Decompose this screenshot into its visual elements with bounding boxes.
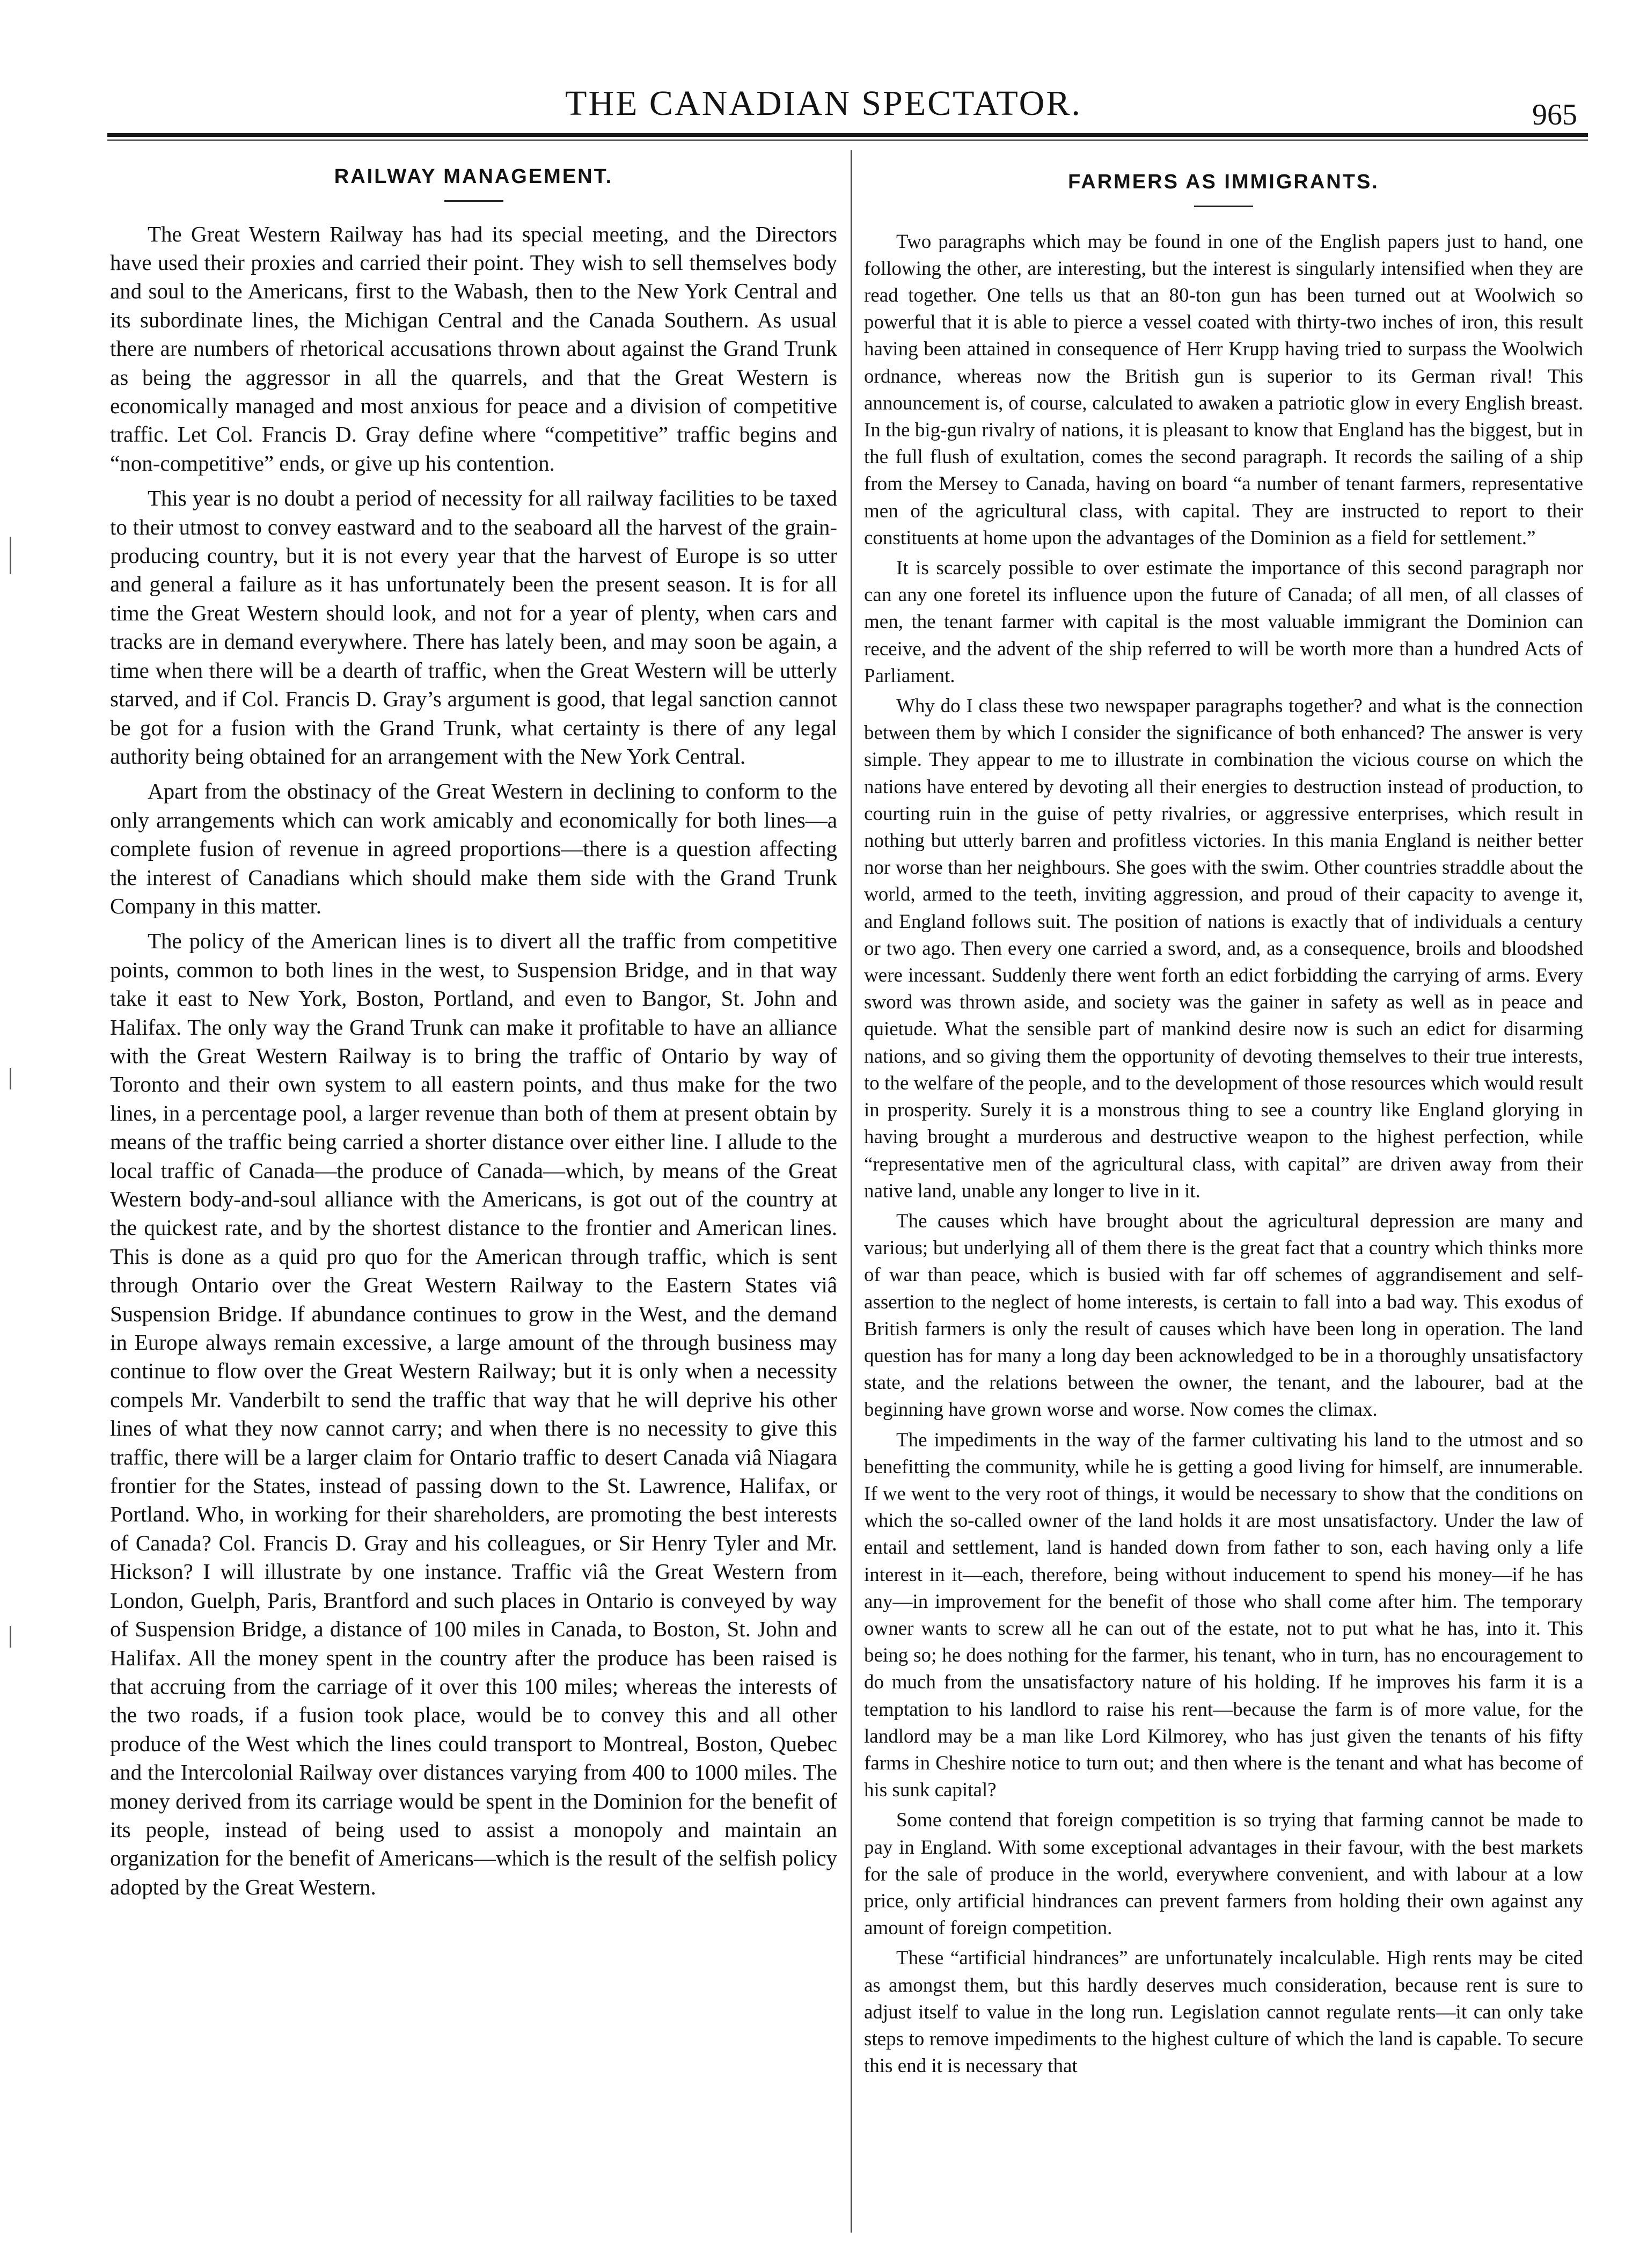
title-dash bbox=[444, 200, 503, 202]
right-column bbox=[864, 153, 1583, 2230]
article-title-railway-management: RAILWAY MANAGEMENT. bbox=[334, 165, 613, 188]
margin-mark bbox=[10, 537, 11, 574]
paragraph: This year is no doubt a period of necessity for all railway facilities to be taxed to their utmost to convey eastward and to the seaboard all the harvest of the grain-producing country, but it is not every year that the harvest of Europe is so utter and general a failure as it has unfortunately been the present season. It is for all time the Great Western should look, and not for a year of plenty, when cars and tracks are in demand everywhere. There has lately been, and may soon be again, a time when there will be a dearth of traffic, when the Great Western will be utterly starved, and if Col. Francis D. Gray’s argument is good, that legal sanction cannot be got for a fusion with the Grand Trunk, what certainty is there of any legal authority being obtained for an arrangement with the New York Central. bbox=[110, 486, 837, 769]
article-title-farmers-as-immigrants: FARMERS AS IMMIGRANTS. bbox=[1068, 171, 1379, 193]
margin-mark bbox=[10, 1626, 11, 1648]
paragraph: These “artificial hindrances” are unfortunately incalculable. High rents may be cited as amongst them, but this hardly deserves much consideration, because rent is sure to adjust itself to value in the long run. Legislation cannot regulate rents—it can only take steps to remove impediments to the highest culture of which the land is capable. To secure this end it is necessary that bbox=[864, 1947, 1583, 2077]
paragraph: Apart from the obstinacy of the Great Western in declining to conform to the only arrangements which can work amicably and economically for both lines—a complete fusion of revenue in agreed proportions—there is a question affecting the interest of Canadians which should make them side with the Grand Trunk Company in this matter. bbox=[110, 779, 837, 918]
paragraph: The policy of the American lines is to divert all the traffic from competitive points, common to both lines in the west, to Suspension Bridge, and in that way take it east to New York, Boston, Portland, and even to Bangor, St. John and Halifax. The only way the Grand Trunk can make it profitable to have an alliance with the Great Western Railway is to bring the traffic of Ontario by way of Toronto and their own system to all eastern points, and thus make for the two lines, in a percentage pool, a larger revenue than both of them at present obtain by means of the traffic being carried a shorter distance over either line. I allude to the local traffic of Canada—the produce of Canada—which, by means of the Great Western body-and-soul alliance with the Americans, is got out of the country at the quickest rate, and by the shortest distance to the frontier and American lines. This is done as a quid pro quo for the American through traffic, which is sent through Ontario over the Great Western Railway to the Eastern States viâ Suspension Bridge. If abundance continues to grow in the West, and the demand in Europe always remain excessive, a large amount of the through business may continue to flow over the Great Western Railway; but it is only when a necessity compels Mr. Vanderbilt to send the traffic that way that he will deprive his other lines of what they now cannot carry; and when there is no necessity to give this traffic, there will be a larger claim for Ontario traffic to desert Canada viâ Niagara frontier for the States, instead of passing down to the St. Lawrence, Halifax, or Portland. Who, in working for their shareholders, are promoting the best interests of Canada? Col. Francis D. Gray and his colleagues, or Sir Henry Tyler and Mr. Hickson? I will illustrate by one instance. Traffic viâ the Great Western from London, Guelph, Paris, Brantford and such places in Ontario is conveyed by way of Suspension Bridge, a distance of 100 miles in Canada, to Boston, St. John and Halifax. All the money spent in the country after the produce has been raised is that accruing from the carriage of it over this 100 miles; whereas the interests of the two roads, if a fusion took place, would be to convey this and all other produce of the West which the lines could transport to Montreal, Boston, Quebec and the Intercolonial Railway over distances varying from 400 to 1000 miles. The money derived from its carriage would be spent in the Dominion for the benefit of its people, instead of being used to assist a monopoly and maintain an organization for the benefit of Americans—which is the result of the selfish policy adopted by the Great Western. bbox=[110, 928, 837, 1899]
page-number: 965 bbox=[1532, 98, 1577, 131]
paragraph: The Great Western Railway has had its special meeting, and the Directors have used their proxies and carried their point. They wish to sell themselves body and soul to the Americans, first to the Wabash, then to the New York Central and its subordinate lines, the Michigan Central and the Canada Southern. As usual there are numbers of rhetorical accusations thrown about against the Grand Trunk as being the aggressor in all the quarrels, and that the Great Western is economically managed and most anxious for peace and a division of competitive traffic. Let Col. Francis D. Gray define where “competitive” traffic begins and “non-competitive” ends, or give up his contention. bbox=[110, 221, 837, 475]
header-rule-thick bbox=[107, 133, 1588, 137]
column-divider bbox=[851, 150, 852, 2233]
paragraph: Some contend that foreign competition is so trying that farming cannot be made to pay in England. With some exceptional advantages in their favour, with the best markets for the sale of produce in the world, everywhere convenient, and with labour at a low price, only artificial hindrances can prevent farmers from holding their own against any amount of foreign competition. bbox=[864, 1809, 1583, 1940]
paragraph: The causes which have brought about the agricultural depression are many and various; but underlying all of them there is the great fact that a country which thinks more of war than peace, which is busied with far off schemes of aggrandisement and self-assertion to the neglect of home interests, is certain to fall into a bad way. This exodus of British farmers is only the result of causes which have been long in operation. The land question has for many a long day been acknowledged to be in a thoroughly unsatisfactory state, and the relations between the owner, the tenant, and the labourer, bad at the beginning have grown worse and worse. Now comes the climax. bbox=[864, 1210, 1583, 1421]
paragraph: Two paragraphs which may be found in one of the English papers just to hand, one following the other, are interesting, but the interest is singularly intensified when they are read together. One tells us that an 80-ton gun has been turned out at Woolwich so powerful that it is able to pierce a vessel coated with thirty-two inches of iron, this result having been attained in consequence of Herr Krupp having tried to surpass the Woolwich ordnance, whereas now the British gun is superior to its German rival! This announcement is, of course, calculated to awaken a patriotic glow in every English breast. In the big-gun rivalry of nations, it is pleasant to know that England has the biggest, but in the full flush of exultation, comes the second paragraph. It records the sailing of a ship from the Mersey to Canada, having on board “a number of tenant farmers, representative men of the agricultural class, with capital. They are instructed to report to their constituents at home upon the advantages of the Dominion as a field for settlement.” bbox=[864, 230, 1583, 549]
journal-title: THE CANADIAN SPECTATOR. bbox=[565, 84, 1082, 123]
left-column bbox=[110, 153, 837, 2230]
margin-mark bbox=[10, 1068, 11, 1089]
paragraph: It is scarcely possible to over estimate the importance of this second paragraph nor can any one foretel its influence upon the future of Canada; of all men, of all classes of men, the tenant farmer with capital is the most valuable immigrant the Dominion can receive, and the advent of the ship referred to will be worth more than a hundred Acts of Parliament. bbox=[864, 557, 1583, 687]
paragraph: Why do I class these two newspaper paragraphs together? and what is the connection between them by which I consider the significance of both enhanced? The answer is very simple. They appear to me to illustrate in combination the vicious course on which the nations have entered by devoting all their energies to destruction instead of production, to courting ruin in the guise of petty rivalries, or aggressive enterprises, which result in nothing but utterly barren and profitless victories. In this mania England is neither better nor worse than her neighbours. She goes with the swim. Other countries straddle about the world, armed to the teeth, inviting aggression, and proud of their capacity to avenge it, and England follows suit. The position of nations is exactly that of individuals a century or two ago. Then every one carried a sword, and, as a consequence, broils and bloodshed were incessant. Suddenly there went forth an edict forbidding the carrying of arms. Every sword was thrown aside, and society was the gainer in safety as well as in peace and quietude. What the sensible part of mankind desire now is such an edict for disarming nations, and so giving them the opportunity of devoting themselves to their true interests, to the welfare of the people, and to the development of those resources which would result in prosperity. Surely it is a monstrous thing to see a country like England glorying in having brought a murderous and destructive weapon to the highest perfection, while “representative men of the agricultural class, with capital” are driven away from their native land, unable any longer to live in it. bbox=[864, 695, 1583, 1202]
title-dash bbox=[1194, 206, 1253, 207]
paragraph: The impediments in the way of the farmer cultivating his land to the utmost and so benefitting the community, while he is getting a good living for himself, are innumerable. If we went to the very root of things, it would be necessary to show that the conditions on which the so-called owner of the land holds it are most unsatisfactory. Under the law of entail and settlement, land is handed down from father to son, each having only a life interest in it—each, therefore, being without inducement to spend his money—if he has any—in improvement for the benefit of those who shall come after him. The temporary owner wants to screw all he can out of the estate, not to put what he has, into it. This being so; he does nothing for the farmer, his tenant, who in turn, has no encouragement to do much from the unsatisfactory nature of his holding. If he improves his farm it is a temptation to his landlord to raise his rent—because the farm is of more value, for the landlord may be a man like Lord Kilmorey, who has just given the tenants of his fifty farms in Cheshire notice to turn out; and then where is the tenant and what has become of his sunk capital? bbox=[864, 1429, 1583, 1802]
header-rule-thin bbox=[107, 140, 1588, 141]
